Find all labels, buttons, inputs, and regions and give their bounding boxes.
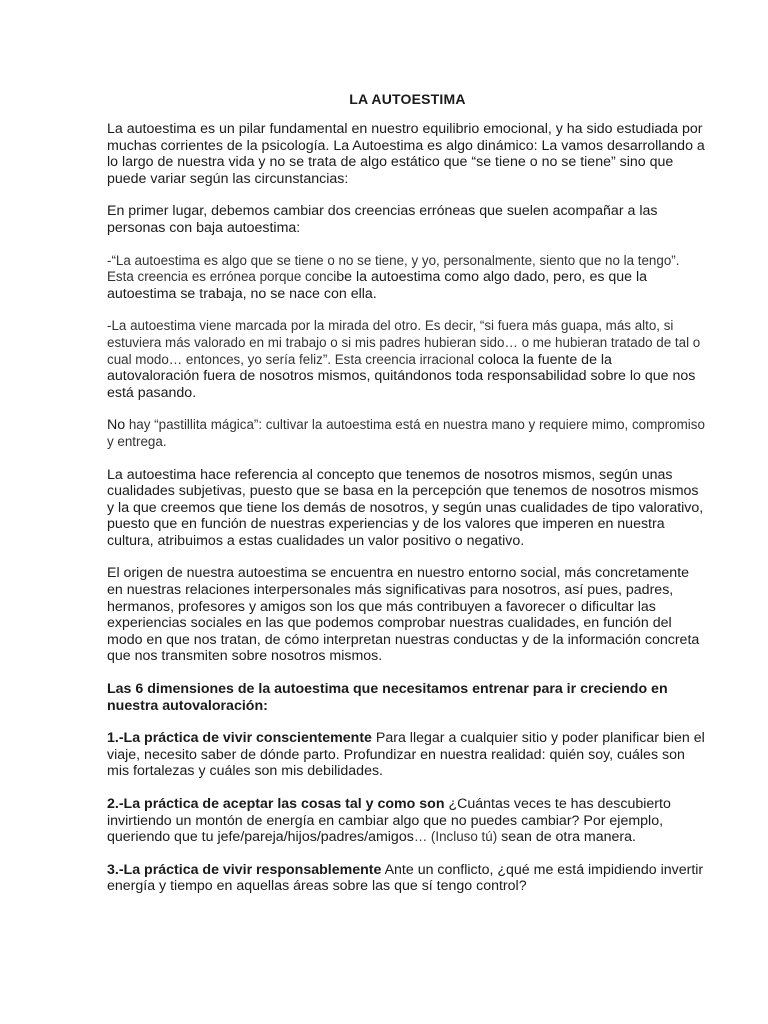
list-item-3 <box>107 862 708 895</box>
list-item-1 <box>107 730 708 780</box>
list-item-2 <box>107 796 708 846</box>
paragraph-intro <box>107 121 708 187</box>
list-item-2-text-aside: … (Incluso tú) <box>413 829 498 845</box>
list-item-2-text: ¿Cuántas veces te has descubierto invirtiendo un montón de energía en cambiar algo que no puedes cambiar? Por ejemplo, queriendo que tu jefe/pareja/hijos/padres/amigos <box>107 796 671 846</box>
paragraph-belief-two-text-a: -La autoestima viene marcada por la mirada del otro. Es decir, “si fuera más guapa, más alto, si estuviera más valorado en mi trabajo o si mis padres hubieran sido… o me hubieran tratado de tal o cual modo… entonces, yo sería feliz”. Esta creencia irracional <box>107 318 701 367</box>
paragraph-no-magic-pill <box>107 417 708 450</box>
document-title: LA AUTOESTIMA <box>349 91 466 107</box>
paragraph-belief-one-text-a: -“La autoestima es algo que se tiene o no se tiene, y yo, personalmente, siento que no la tengo”. Esta creencia es errónea porque conci <box>107 252 680 285</box>
paragraph-belief-one-text-b: be la autoestima como algo dado, pero, es que la autoestima se trabaja, no se nace con ella. <box>107 269 648 302</box>
list-item-3-title: 3.-La práctica de vivir responsablemente <box>107 861 382 878</box>
paragraph-intro-text-b: puede variar según las circunstancias: <box>107 170 349 187</box>
paragraph-concept: La autoestima hace referencia al concepto que tenemos de nosotros mismos, según unas cualidades subjetivas, puesto que se basa en la percepción que tenemos de nosotros mismos y la que creemos que tiene los demás de nosotros, y según unas cualidades de tipo valorativo, puesto que en función de nuestras experiencias y de los valores que imperen en nuestra cultura, atribuimos a estas cualidades un valor positivo o negativo. <box>107 466 704 549</box>
paragraph-no-magic-pill-text-b: hay “pastillita mágica”: cultivar la autoestima está en nuestra mano y requiere mimo, compromiso y entrega. <box>107 417 705 449</box>
list-item-2-title: 2.-La práctica de aceptar las cosas tal y como son <box>107 796 445 812</box>
list-item-1-text: Para llegar a cualquier sitio y poder planificar bien el viaje, necesito saber de dónde parto. Profundizar en nuestra realidad: quién soy, cuáles son mis fortalezas y cuáles son mis debilidades. <box>107 730 705 780</box>
section-heading: Las 6 dimensiones de la autoestima que necesitamos entrenar para ir creciendo en nuestra autovaloración: <box>107 681 668 714</box>
list-item-1-title: 1.-La práctica de vivir conscientemente <box>107 730 372 747</box>
paragraph-beliefs-intro: En primer lugar, debemos cambiar dos creencias erróneas que suelen acompañar a las personas con baja autoestima: <box>107 203 658 236</box>
paragraph-intro-text-a: La autoestima es un pilar fundamental en nuestro equilibrio emocional, y ha sido estudiada por muchas corrientes de la psicología. La Autoestima es algo dinámico: La vamos desarrollando a lo largo de nuestra vida y no se trata de algo estático que “se tiene o no se tiene” sino que <box>107 121 705 171</box>
paragraph-belief-two-text-b: coloca la fuente de la autovaloración fuera de nosotros mismos, quitándonos toda responsabilidad sobre lo que nos está pasando. <box>107 351 696 401</box>
paragraph-origin: El origen de nuestra autoestima se encuentra en nuestro entorno social, más concretamente en nuestras relaciones interpersonales más significativas para nosotros, así pues, padres, hermanos, profesores y amigos son los que más contribuyen a favorecer o dificultar las experiencias sociales en las que podemos comprobar nuestras cualidades, en función del modo en que nos tratan, de cómo interpretan nuestras conductas y de la información concreta que nos transmiten sobre nosotros mismos. <box>107 565 700 665</box>
paragraph-belief-one <box>107 253 708 303</box>
paragraph-belief-two <box>107 318 708 401</box>
list-item-3-text: Ante un conflicto, ¿qué me está impidiendo invertir energía y tiempo en aquellas áreas sobre las que sí tengo control? <box>107 861 704 895</box>
paragraph-no-magic-pill-text-a: No <box>107 417 126 434</box>
list-item-2-text-end: sean de otra manera. <box>497 829 636 846</box>
